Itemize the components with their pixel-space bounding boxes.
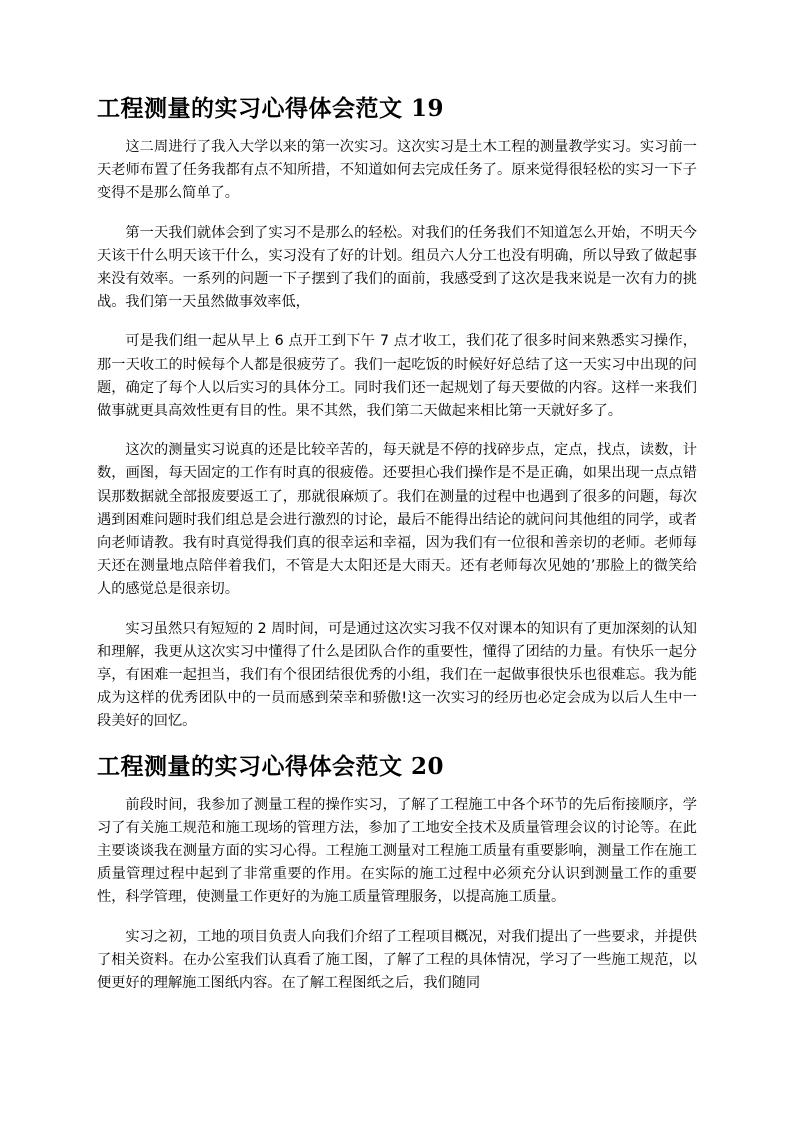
paragraph: 这二周进行了我入大学以来的第一次实习。这次实习是土木工程的测量教学实习。实习前一天老师布置了任务我都有点不知所措，不知道如何去完成任务了。原来觉得很轻松的实习一下子变得不是那么简单了。 [97, 139, 697, 202]
section-title: 工程测量的实习心得体会范文 20 [97, 752, 445, 780]
paragraph: 第一天我们就体会到了实习不是那么的轻松。对我们的任务我们不知道怎么开始，不明天今天该干什么明天该干什么，实习没有了好的计划。组员六人分工也没有明确，所以导致了做起事来没有效率。一系列的问题一下子摆到了我们的面前，我感受到了这次是我来说是一次有力的挑战。我们第一天虽然做事效率低， [97, 224, 697, 311]
paragraph: 前段时间，我参加了测量工程的操作实习，了解了工程施工中各个环节的先后衔接顺序，学习了有关施工规范和施工现场的管理方法，参加了工地安全技术及质量管理会议的讨论等。在此主要谈谈我在测量方面的实习心得。工程施工测量对工程施工质量有重要影响，测量工作在施工质量管理过程中起到了非常重要的作用。在实际的施工过程中必须充分认识到测量工作的重要性，科学管理，使测量工作更好的为施工质量管理服务，以提高施工质量。 [97, 796, 697, 906]
essay-section-19 [97, 92, 697, 734]
document-page [97, 92, 697, 1011]
essay-section-20 [97, 750, 697, 996]
paragraph: 这次的测量实习说真的还是比较辛苦的，每天就是不停的找碎步点，定点，找点，读数，计数，画图，每天固定的工作有时真的很疲倦。还要担心我们操作是不是正确，如果出现一点点错误那数据就全部报废要返工了，那就很麻烦了。我们在测量的过程中也遇到了很多的问题，每次遇到困难问题时我们组总是会进行激烈的讨论，最后不能得出结论的就问问其他组的同学，或者向老师请教。我有时真觉得我们真的很幸运和幸福，因为我们有一位很和善亲切的老师。老师每天还在测量地点陪伴着我们，不管是大太阳还是大雨天。还有老师每次见她的’那脸上的微笑给人的感觉总是很亲切。 [97, 442, 697, 598]
paragraph: 实习之初，工地的项目负责人向我们介绍了工程项目概况，对我们提出了一些要求，并提供了相关资料。在办公室我们认真看了施工图，了解了工程的具体情况，学习了一些施工规范，以便更好的理解施工图纸内容。在了解工程图纸之后，我们随同 [97, 928, 697, 992]
paragraph: 实习虽然只有短短的 2 周时间，可是通过这次实习我不仅对课本的知识有了更加深刻的认知和理解，我更从这次实习中懂得了什么是团队合作的重要性，懂得了团结的力量。有快乐一起分享，有困难一起担当，我们有个很团结很优秀的小组，我们在一起做事很快乐也很难忘。我为能成为这样的优秀团队中的一员而感到荣幸和骄傲!这一次实习的经历也必定会成为以后人生中一段美好的回忆。 [97, 620, 697, 730]
section-title: 工程测量的实习心得体会范文 19 [97, 95, 445, 122]
paragraph: 可是我们组一起从早上 6 点开工到下午 7 点才收工，我们花了很多时间来熟悉实习操作，那一天收工的时候每个人都是很疲劳了。我们一起吃饭的时候好好总结了这一天实习中出现的问题，确定了每个人以后实习的具体分工。同时我们还一起规划了每天要做的内容。这样一来我们做事就更具高效性更有目的性。果不其然，我们第二天做起来相比第一天就好多了。 [97, 333, 697, 420]
